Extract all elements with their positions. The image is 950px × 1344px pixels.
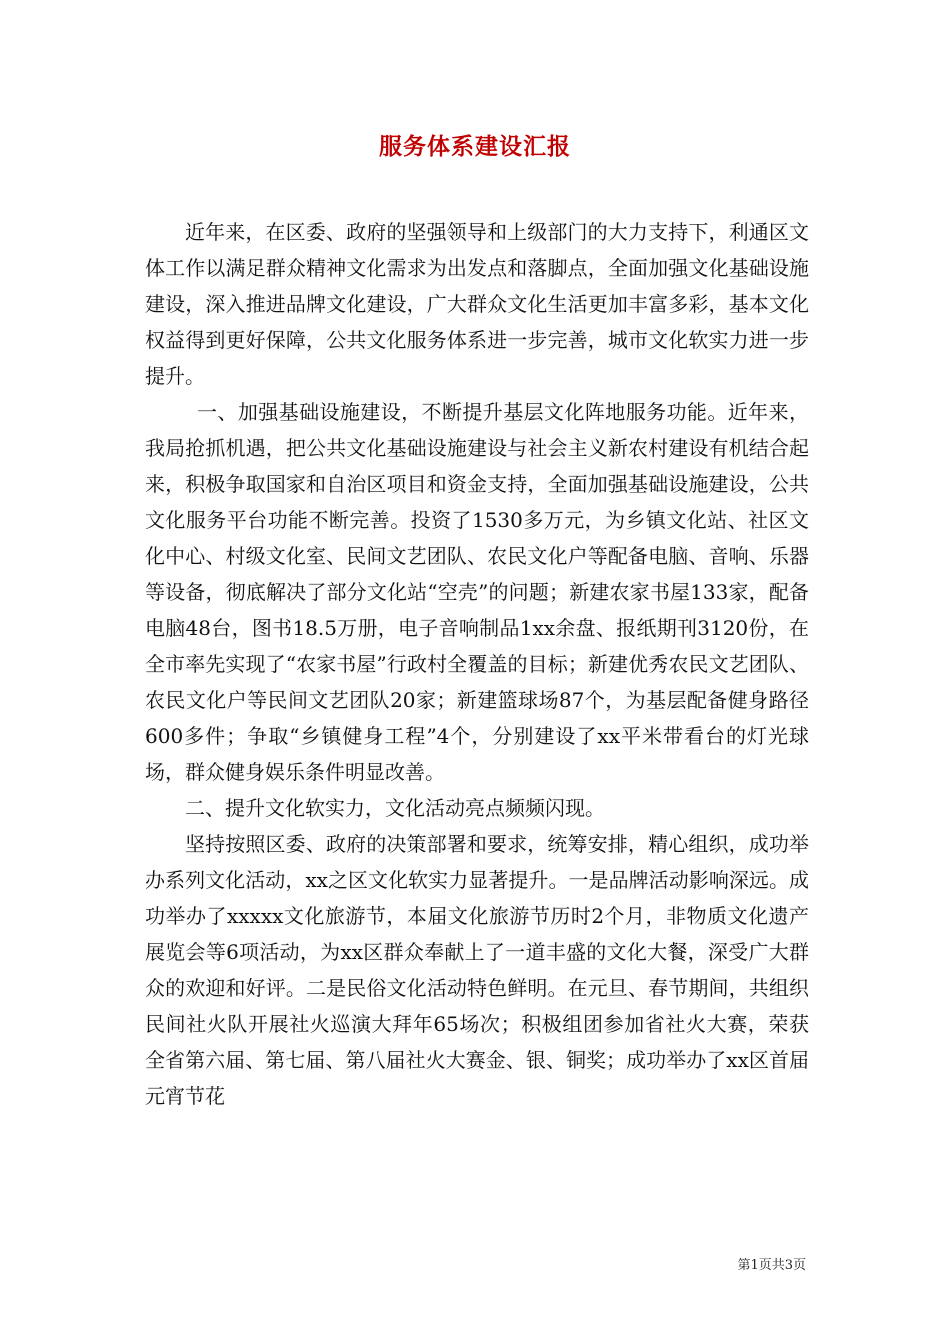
paragraph-section-2-heading: 二、提升文化软实力，文化活动亮点频频闪现。 (185, 796, 605, 820)
document-title: 服务体系建设汇报 (379, 133, 571, 160)
paragraph-section-2-body: 坚持按照区委、政府的决策部署和要求，统筹安排，精心组织，成功举办系列文化活动，xx之区文化软实力显著提升。一是品牌活动影响深远。成功举办了xxxxx文化旅游节，本届文化旅游节历时2个月，非物质文化遗产展览会等6项活动，为xx区群众奉献上了一道丰盛的文化大餐，深受广大群众的欢迎和好评。二是民俗文化活动特色鲜明。在元旦、春节期间，共组织民间社火队开展社火巡演大拜年65场次；积极组团参加省社火大赛，荣获全省第六届、第七届、第八届社火大赛金、银、铜奖；成功举办了xx区首届元宵节花 (145, 832, 809, 1108)
document-body (145, 214, 809, 1114)
paragraph-section-1: 一、加强基础设施建设，不断提升基层文化阵地服务功能。近年来，我局抢抓机遇，把公共文化基础设施建设与社会主义新农村建设有机结合起来，积极争取国家和自治区项目和资金支持，全面加强基础设施建设，公共文化服务平台功能不断完善。投资了1530多万元，为乡镇文化站、社区文化中心、村级文化室、民间文艺团队、农民文化户等配备电脑、音响、乐器等设备，彻底解决了部分文化站“空壳”的问题；新建农家书屋133家，配备电脑48台，图书18.5万册，电子音响制品1xx余盘、报纸期刊3120份，在全市率先实现了“农家书屋”行政村全覆盖的目标；新建优秀农民文艺团队、农民文化户等民间文艺团队20家；新建篮球场87个，为基层配备健身路径600多件；争取“乡镇健身工程”4个，分别建设了xx平米带看台的灯光球场，群众健身娱乐条件明显改善。 (145, 400, 809, 784)
paragraph-intro: 近年来，在区委、政府的坚强领导和上级部门的大力支持下，利通区文体工作以满足群众精神文化需求为出发点和落脚点，全面加强文化基础设施建设，深入推进品牌文化建设，广大群众文化生活更加丰富多彩，基本文化权益得到更好保障，公共文化服务体系进一步完善，城市文化软实力进一步提升。 (145, 220, 809, 388)
page-number-footer: 第1页共3页 (737, 1258, 806, 1273)
